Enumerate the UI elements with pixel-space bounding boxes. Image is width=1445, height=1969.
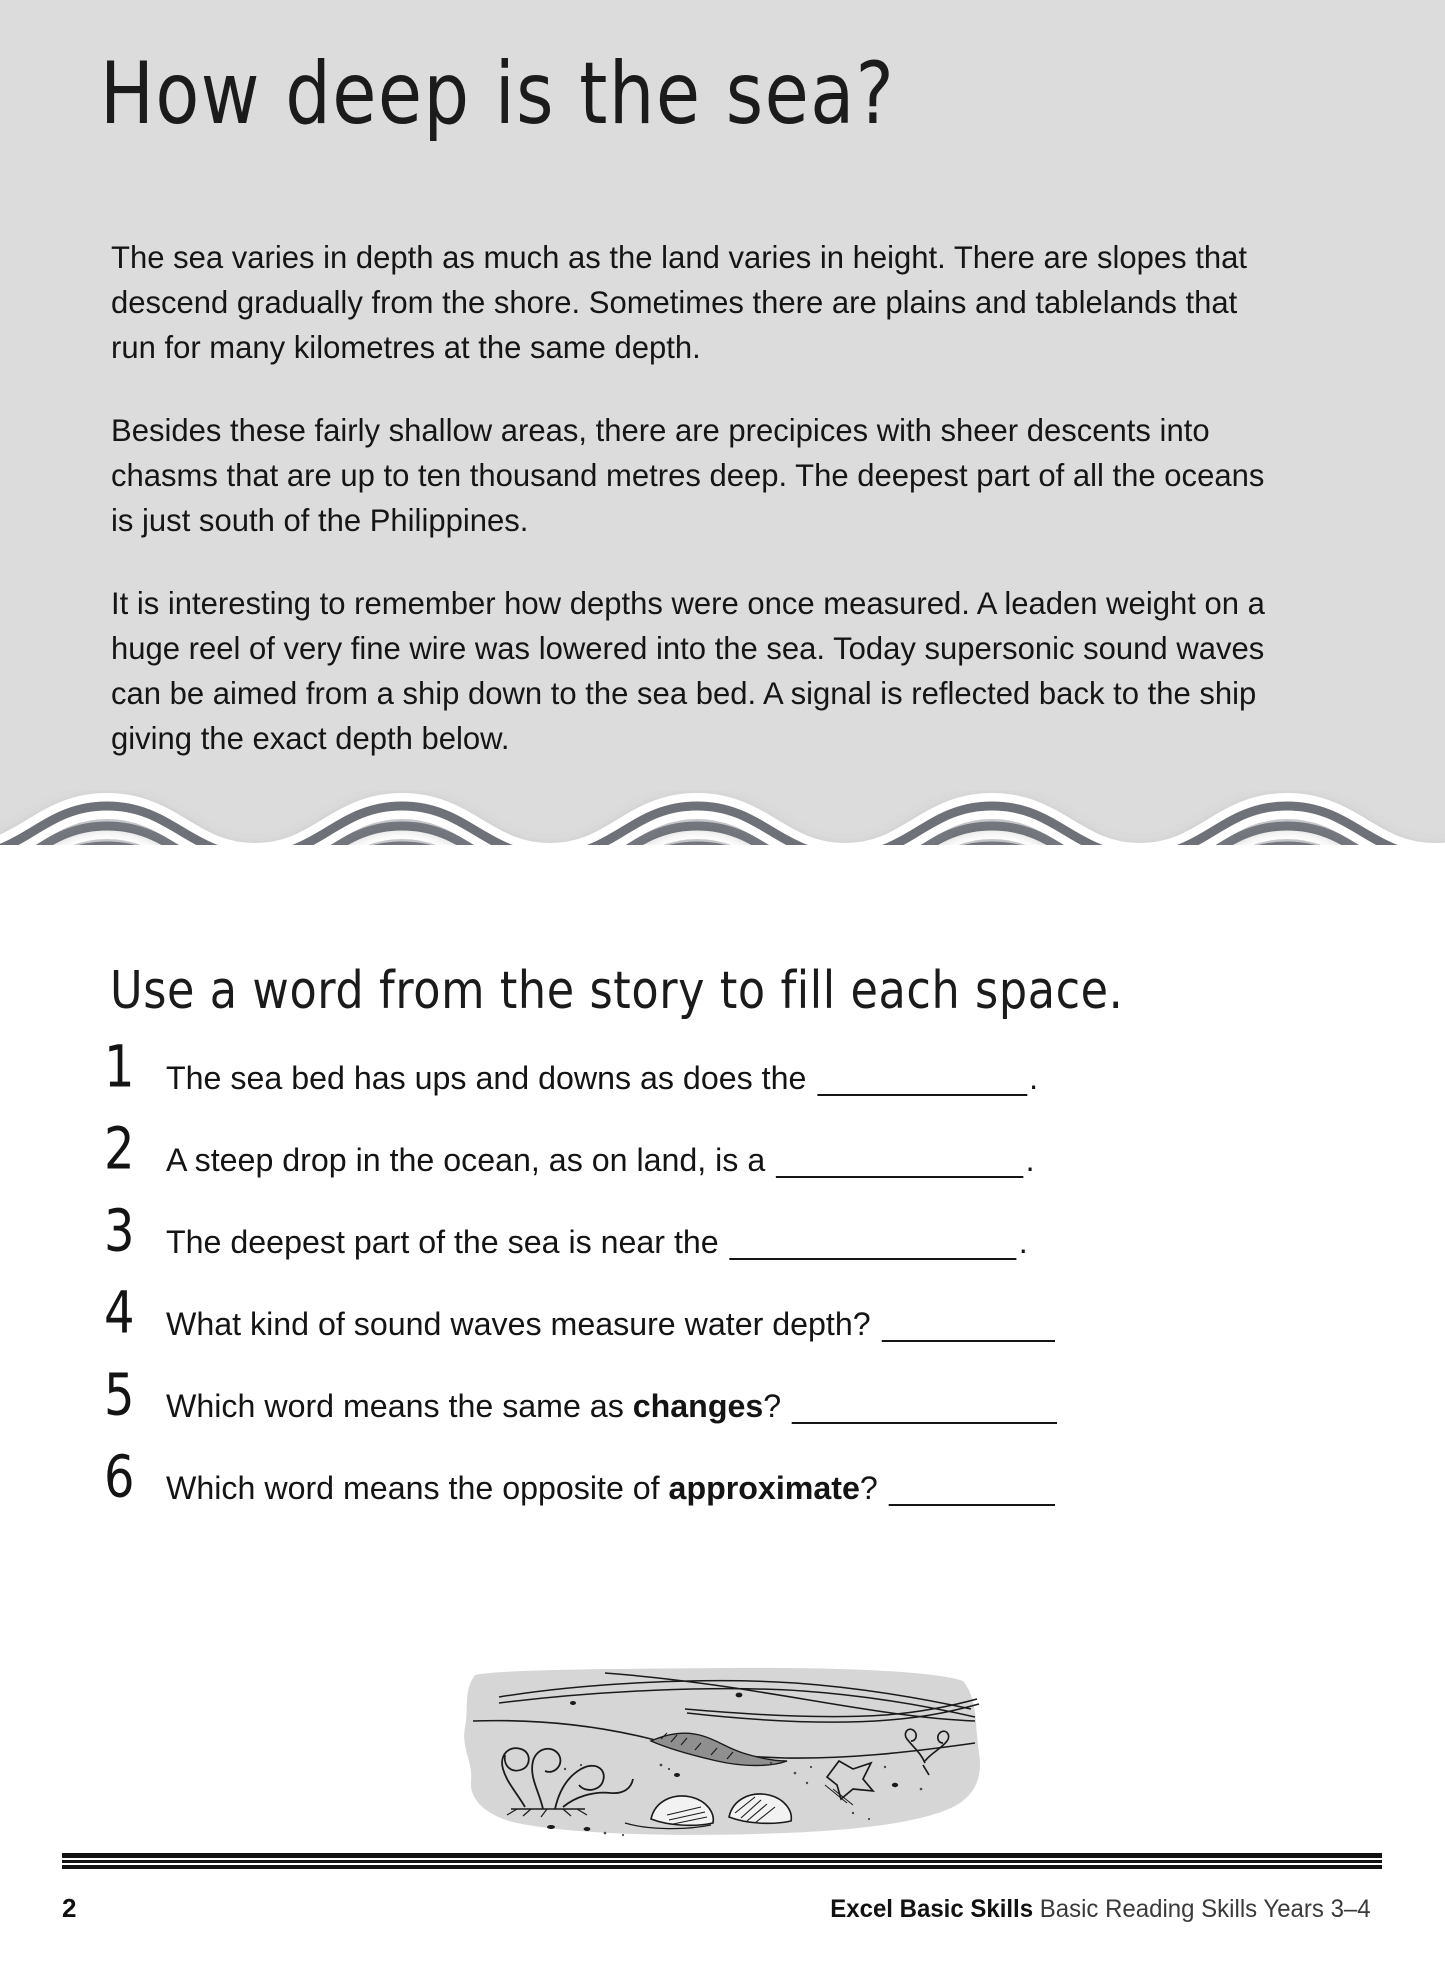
question-suffix: . [1025, 1142, 1035, 1178]
question-prefix: The deepest part of the sea is near the [166, 1224, 719, 1260]
answer-blank[interactable] [776, 1136, 1024, 1178]
question-row [104, 1115, 1314, 1209]
answer-blank[interactable] [889, 1464, 1055, 1506]
answer-blank[interactable] [817, 1054, 1027, 1096]
question-text [166, 1140, 1035, 1182]
question-emphasis: changes [632, 1388, 764, 1424]
page-number: 2 [62, 1893, 77, 1923]
question-suffix: . [1018, 1224, 1028, 1260]
question-number: 1 [104, 1033, 135, 1101]
question-text [166, 1222, 1028, 1264]
question-text [166, 1058, 1038, 1100]
question-emphasis: approximate [668, 1470, 860, 1506]
question-list [104, 1033, 1314, 1537]
activity-section [0, 845, 1445, 1969]
footer-rule-middle [62, 1860, 1382, 1863]
footer-credit [830, 1895, 1370, 1924]
question-row [104, 1361, 1314, 1455]
footer-rule-bottom [62, 1865, 1382, 1869]
question-text [166, 1468, 1057, 1510]
story-text [111, 235, 1296, 761]
reading-panel [0, 0, 1445, 845]
footer-brand: Excel Basic Skills [830, 1895, 1034, 1923]
question-suffix: . [1029, 1060, 1039, 1096]
story-paragraph: Besides these fairly shallow areas, there are precipices with sheer descents into chasms that are up to ten thousand metres deep. The deepest part of all the oceans is just south of the Philippines. [111, 412, 1265, 538]
question-row [104, 1279, 1314, 1373]
question-prefix: Which word means the same as [166, 1388, 624, 1424]
question-number: 3 [104, 1197, 135, 1265]
question-text [166, 1304, 1057, 1346]
question-row [104, 1443, 1314, 1537]
seabed-illustration [455, 1657, 995, 1842]
page-title: How deep is the sea? [100, 44, 896, 144]
question-number: 4 [104, 1279, 135, 1347]
answer-blank[interactable] [730, 1218, 1017, 1260]
answer-blank[interactable] [882, 1300, 1055, 1342]
question-number: 2 [104, 1115, 135, 1183]
question-mid: ? [859, 1470, 878, 1506]
question-prefix: A steep drop in the ocean, as on land, is a [166, 1142, 766, 1178]
question-prefix: What kind of sound waves measure water depth? [166, 1306, 871, 1342]
question-number: 5 [104, 1361, 135, 1429]
question-row [104, 1033, 1314, 1127]
question-prefix: The sea bed has ups and downs as does the [166, 1060, 807, 1096]
answer-blank[interactable] [792, 1382, 1057, 1424]
footer-rule-top [62, 1853, 1382, 1858]
story-paragraph: The sea varies in depth as much as the land varies in height. There are slopes that descend gradually from the shore. Sometimes there are plains and tablelands that run for many kilometres at the same depth. [111, 239, 1248, 365]
question-text [166, 1386, 1059, 1428]
question-row [104, 1197, 1314, 1291]
instruction-heading: Use a word from the story to fill each space. [110, 960, 1124, 1021]
story-paragraph: It is interesting to remember how depths were once measured. A leaden weight on a huge reel of very fine wire was lowered into the sea. Today supersonic sound waves can be aimed from a ship down to the sea bed. A signal is reflected back to the ship giving the exact depth below. [111, 585, 1265, 756]
footer [62, 1893, 1382, 1924]
question-prefix: Which word means the opposite of [166, 1470, 660, 1506]
footer-rules [62, 1853, 1382, 1869]
footer-credit-rest: Basic Reading Skills Years 3–4 [1033, 1895, 1371, 1923]
question-mid: ? [763, 1388, 782, 1424]
question-number: 6 [104, 1443, 135, 1511]
